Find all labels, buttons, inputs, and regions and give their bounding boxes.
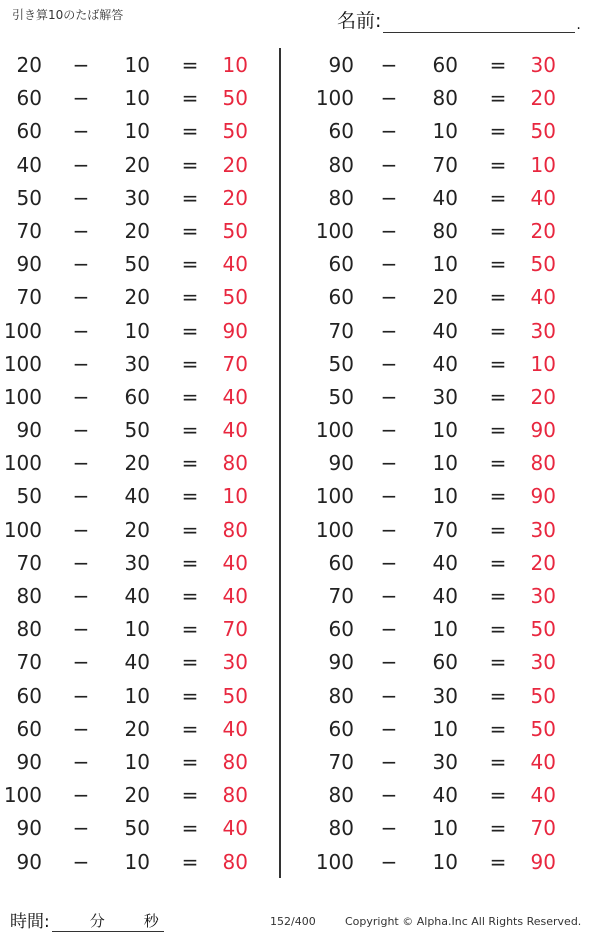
minuend: 100 (315, 418, 354, 443)
column-divider (279, 48, 281, 878)
equals-sign: = (489, 218, 507, 243)
subtrahend: 50 (124, 816, 150, 841)
minuend: 90 (16, 418, 42, 443)
minus-sign: − (72, 285, 90, 310)
time-label: 時間: (10, 912, 50, 932)
minus-sign: − (72, 617, 90, 642)
time-line (52, 911, 164, 932)
minuend: 100 (3, 783, 42, 808)
equals-sign: = (181, 783, 199, 808)
equals-sign: = (181, 816, 199, 841)
subtrahend: 80 (432, 218, 458, 243)
equals-sign: = (489, 252, 507, 277)
minuend: 70 (16, 218, 42, 243)
minuend: 70 (328, 749, 354, 774)
subtrahend: 20 (124, 517, 150, 542)
equals-sign: = (489, 484, 507, 509)
name-line (383, 12, 575, 33)
minus-sign: − (72, 384, 90, 409)
minus-sign: − (72, 550, 90, 575)
minuend: 100 (3, 451, 42, 476)
equals-sign: = (181, 716, 199, 741)
answer: 30 (530, 53, 556, 77)
equals-sign: = (181, 517, 199, 542)
minus-sign: − (72, 418, 90, 443)
minus-sign: − (380, 816, 398, 841)
equals-sign: = (181, 418, 199, 443)
answer: 50 (530, 716, 556, 741)
equals-sign: = (181, 484, 199, 509)
subtrahend: 20 (124, 451, 150, 476)
minuend: 100 (315, 484, 354, 509)
equals-sign: = (489, 185, 507, 210)
minus-sign: − (72, 783, 90, 808)
answer: 90 (530, 418, 556, 443)
minus-sign: − (72, 86, 90, 111)
minus-sign: − (72, 517, 90, 542)
answer: 40 (222, 716, 248, 741)
minus-sign: − (380, 318, 398, 343)
minus-sign: − (380, 716, 398, 741)
minuend: 50 (328, 384, 354, 409)
equals-sign: = (181, 318, 199, 343)
equals-sign: = (181, 218, 199, 243)
equals-sign: = (489, 683, 507, 708)
minus-sign: − (380, 218, 398, 243)
subtrahend: 70 (432, 152, 458, 177)
minus-sign: − (72, 849, 90, 874)
minus-sign: − (380, 484, 398, 509)
minuend: 70 (16, 650, 42, 675)
minus-sign: − (72, 351, 90, 376)
minus-sign: − (380, 617, 398, 642)
equals-sign: = (489, 749, 507, 774)
minuend: 100 (3, 351, 42, 376)
equals-sign: = (181, 384, 199, 409)
answer: 70 (222, 617, 248, 642)
equals-sign: = (489, 351, 507, 376)
minus-sign: − (380, 53, 398, 77)
minuend: 60 (16, 716, 42, 741)
answer: 50 (530, 252, 556, 277)
subtrahend: 50 (124, 418, 150, 443)
minus-sign: − (72, 53, 90, 77)
minuend: 60 (328, 285, 354, 310)
minuend: 80 (16, 584, 42, 608)
minus-sign: − (380, 517, 398, 542)
subtrahend: 10 (432, 849, 458, 874)
minus-sign: − (380, 185, 398, 210)
answer: 20 (222, 185, 248, 210)
equals-sign: = (489, 318, 507, 343)
answer: 80 (222, 451, 248, 476)
minus-sign: − (72, 584, 90, 608)
minus-sign: − (72, 816, 90, 841)
subtrahend: 10 (432, 451, 458, 476)
answer: 40 (222, 816, 248, 841)
answer: 20 (530, 218, 556, 243)
minuend: 50 (328, 351, 354, 376)
minus-sign: − (380, 418, 398, 443)
answer: 40 (530, 749, 556, 774)
subtrahend: 10 (432, 617, 458, 642)
minuend: 50 (16, 185, 42, 210)
time-field (10, 907, 164, 932)
subtrahend: 10 (124, 617, 150, 642)
minus-sign: − (380, 451, 398, 476)
subtrahend: 10 (432, 119, 458, 144)
minuend: 100 (315, 218, 354, 243)
minus-sign: − (380, 650, 398, 675)
answer: 10 (222, 53, 248, 77)
minus-sign: − (380, 384, 398, 409)
minus-sign: − (380, 285, 398, 310)
answer: 40 (530, 285, 556, 310)
worksheet-title: 引き算10のたば解答 (12, 8, 124, 22)
equals-sign: = (489, 716, 507, 741)
minus-sign: − (380, 152, 398, 177)
subtrahend: 10 (432, 716, 458, 741)
equals-sign: = (181, 185, 199, 210)
subtrahend: 20 (124, 218, 150, 243)
minuend: 60 (328, 716, 354, 741)
answer: 80 (222, 783, 248, 808)
equals-sign: = (181, 152, 199, 177)
minuend: 70 (328, 584, 354, 608)
minuend: 40 (16, 152, 42, 177)
equals-sign: = (489, 384, 507, 409)
subtrahend: 80 (432, 86, 458, 111)
answer: 40 (530, 185, 556, 210)
minus-sign: − (72, 152, 90, 177)
minus-sign: − (380, 849, 398, 874)
minuend: 60 (328, 617, 354, 642)
minus-sign: − (72, 318, 90, 343)
answer: 40 (222, 550, 248, 575)
answer: 30 (530, 517, 556, 542)
answer: 40 (222, 384, 248, 409)
answer: 40 (222, 418, 248, 443)
minus-sign: − (380, 351, 398, 376)
subtrahend: 40 (124, 484, 150, 509)
subtrahend: 40 (124, 650, 150, 675)
subtrahend: 40 (432, 185, 458, 210)
subtrahend: 70 (432, 517, 458, 542)
subtrahend: 40 (432, 584, 458, 608)
subtrahend: 60 (432, 650, 458, 675)
answer: 30 (530, 650, 556, 675)
subtrahend: 40 (432, 351, 458, 376)
minus-sign: − (380, 252, 398, 277)
equals-sign: = (181, 451, 199, 476)
subtrahend: 20 (124, 783, 150, 808)
answer: 10 (530, 351, 556, 376)
name-field (337, 6, 581, 33)
answer: 80 (222, 517, 248, 542)
answer: 50 (222, 683, 248, 708)
answer: 10 (530, 152, 556, 177)
equals-sign: = (181, 749, 199, 774)
equals-sign: = (181, 53, 199, 77)
subtrahend: 40 (432, 550, 458, 575)
answer: 70 (222, 351, 248, 376)
answer: 30 (530, 584, 556, 608)
minuend: 60 (16, 683, 42, 708)
minus-sign: − (380, 783, 398, 808)
answer: 20 (222, 152, 248, 177)
minuend: 100 (3, 384, 42, 409)
equals-sign: = (181, 119, 199, 144)
minuend: 20 (16, 53, 42, 77)
equals-sign: = (181, 617, 199, 642)
minuend: 90 (16, 816, 42, 841)
subtrahend: 10 (432, 484, 458, 509)
subtrahend: 10 (432, 252, 458, 277)
answer: 70 (530, 816, 556, 841)
minus-sign: − (72, 218, 90, 243)
equals-sign: = (489, 617, 507, 642)
minuend: 100 (315, 517, 354, 542)
minuend: 100 (3, 318, 42, 343)
subtrahend: 40 (432, 318, 458, 343)
equals-sign: = (489, 650, 507, 675)
answer: 10 (222, 484, 248, 509)
equals-sign: = (489, 418, 507, 443)
minuend: 60 (16, 86, 42, 111)
answer: 40 (222, 252, 248, 277)
equals-sign: = (489, 584, 507, 608)
answer: 80 (222, 749, 248, 774)
minus-sign: − (72, 252, 90, 277)
equals-sign: = (489, 783, 507, 808)
subtrahend: 20 (124, 716, 150, 741)
answer: 80 (222, 849, 248, 874)
answer: 50 (530, 119, 556, 144)
minuend: 90 (328, 650, 354, 675)
minuend: 80 (328, 152, 354, 177)
seconds-label: 秒 (143, 912, 159, 930)
equals-sign: = (489, 119, 507, 144)
subtrahend: 30 (124, 185, 150, 210)
subtrahend: 40 (432, 783, 458, 808)
equals-sign: = (181, 550, 199, 575)
equals-sign: = (181, 252, 199, 277)
answer: 80 (530, 451, 556, 476)
answer: 30 (530, 318, 556, 343)
minuend: 90 (16, 849, 42, 874)
minus-sign: − (380, 86, 398, 111)
minuend: 70 (328, 318, 354, 343)
subtrahend: 10 (432, 816, 458, 841)
subtrahend: 10 (124, 749, 150, 774)
minus-sign: − (72, 484, 90, 509)
equals-sign: = (489, 816, 507, 841)
minuend: 50 (16, 484, 42, 509)
minuend: 70 (16, 285, 42, 310)
answer: 50 (222, 285, 248, 310)
equals-sign: = (489, 152, 507, 177)
subtrahend: 10 (124, 849, 150, 874)
minuend: 80 (328, 816, 354, 841)
answer: 40 (222, 584, 248, 608)
equals-sign: = (489, 550, 507, 575)
minuend: 100 (3, 517, 42, 542)
minuend: 80 (328, 683, 354, 708)
subtrahend: 10 (124, 318, 150, 343)
answer: 20 (530, 86, 556, 111)
minuend: 80 (328, 185, 354, 210)
minuend: 100 (315, 849, 354, 874)
subtrahend: 10 (124, 683, 150, 708)
subtrahend: 10 (432, 418, 458, 443)
answer: 50 (222, 218, 248, 243)
equals-sign: = (181, 683, 199, 708)
minus-sign: − (72, 185, 90, 210)
minus-sign: − (380, 683, 398, 708)
minuend: 90 (328, 53, 354, 77)
minuend: 60 (328, 550, 354, 575)
answer: 40 (530, 783, 556, 808)
subtrahend: 30 (432, 683, 458, 708)
minuend: 90 (16, 749, 42, 774)
subtrahend: 10 (124, 119, 150, 144)
page-number: 152/400 (270, 915, 316, 928)
answer: 50 (530, 683, 556, 708)
minuend: 100 (315, 86, 354, 111)
minus-sign: − (380, 584, 398, 608)
name-label: 名前: (337, 10, 382, 32)
equals-sign: = (489, 53, 507, 77)
equals-sign: = (489, 517, 507, 542)
minus-sign: − (72, 716, 90, 741)
equals-sign: = (181, 285, 199, 310)
equals-sign: = (181, 584, 199, 608)
subtrahend: 30 (432, 749, 458, 774)
minutes-label: 分 (89, 912, 105, 930)
answer: 90 (530, 484, 556, 509)
minus-sign: − (380, 550, 398, 575)
subtrahend: 30 (124, 550, 150, 575)
minus-sign: − (72, 749, 90, 774)
minuend: 60 (328, 119, 354, 144)
minuend: 80 (328, 783, 354, 808)
minuend: 70 (16, 550, 42, 575)
equals-sign: = (489, 86, 507, 111)
answer: 90 (530, 849, 556, 874)
subtrahend: 60 (124, 384, 150, 409)
subtrahend: 10 (124, 86, 150, 111)
subtrahend: 20 (124, 152, 150, 177)
equals-sign: = (181, 351, 199, 376)
equals-sign: = (181, 650, 199, 675)
minus-sign: − (72, 683, 90, 708)
answer: 20 (530, 384, 556, 409)
equals-sign: = (489, 285, 507, 310)
minus-sign: − (72, 451, 90, 476)
equals-sign: = (489, 849, 507, 874)
answer: 20 (530, 550, 556, 575)
subtrahend: 60 (432, 53, 458, 77)
minuend: 90 (328, 451, 354, 476)
name-end-dot: . (576, 17, 581, 33)
subtrahend: 30 (432, 384, 458, 409)
minus-sign: − (380, 749, 398, 774)
subtrahend: 10 (124, 53, 150, 77)
minus-sign: − (72, 119, 90, 144)
equals-sign: = (489, 451, 507, 476)
subtrahend: 30 (124, 351, 150, 376)
minuend: 60 (328, 252, 354, 277)
answer: 50 (530, 617, 556, 642)
minus-sign: − (380, 119, 398, 144)
subtrahend: 20 (432, 285, 458, 310)
copyright: Copyright © Alpha.Inc All Rights Reserved. (345, 915, 582, 928)
answer: 30 (222, 650, 248, 675)
minuend: 90 (16, 252, 42, 277)
minus-sign: − (72, 650, 90, 675)
minuend: 60 (16, 119, 42, 144)
answer: 90 (222, 318, 248, 343)
equals-sign: = (181, 86, 199, 111)
subtrahend: 20 (124, 285, 150, 310)
subtrahend: 40 (124, 584, 150, 608)
answer: 50 (222, 86, 248, 111)
subtrahend: 50 (124, 252, 150, 277)
minuend: 80 (16, 617, 42, 642)
answer: 50 (222, 119, 248, 144)
equals-sign: = (181, 849, 199, 874)
